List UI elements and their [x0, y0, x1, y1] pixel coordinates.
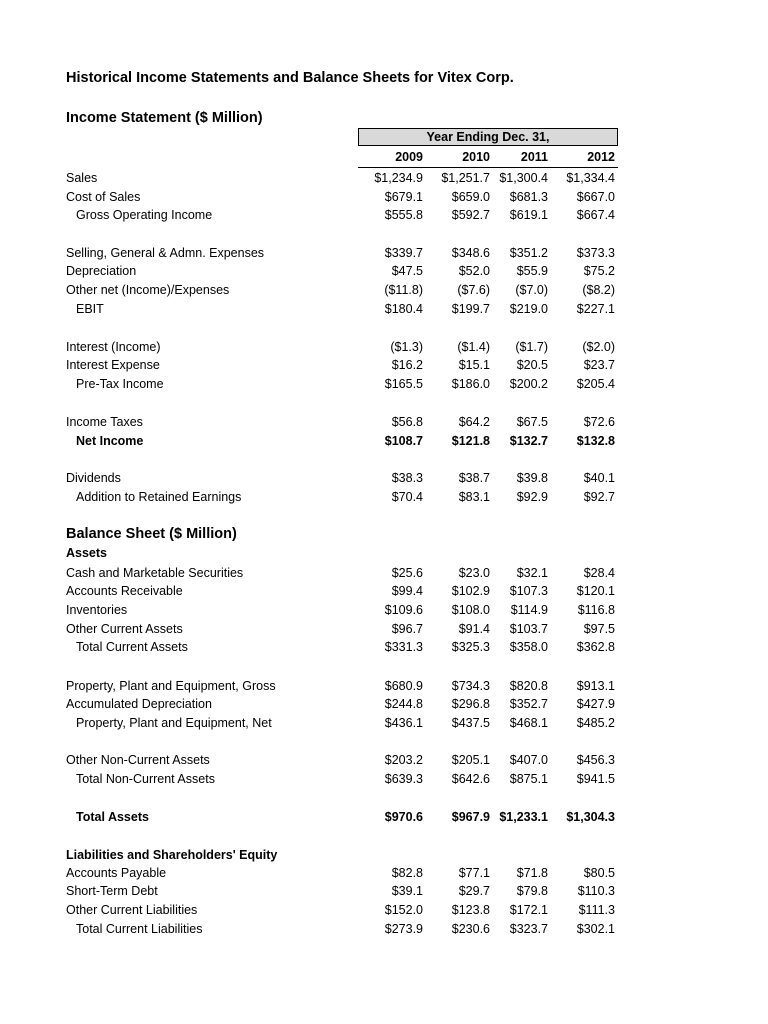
value-2010: $296.8: [451, 697, 490, 711]
value-2011: $681.3: [509, 190, 548, 204]
value-2012: $120.1: [576, 584, 615, 598]
value-2011: $114.9: [510, 603, 548, 617]
value-2011: $107.3: [509, 584, 548, 598]
value-2012: $667.0: [576, 190, 615, 204]
value-2012: $1,334.4: [566, 171, 615, 185]
is-row-ebit: [0, 302, 768, 318]
value-2010: $15.1: [458, 358, 490, 372]
value-2009: $680.9: [384, 679, 423, 693]
is-row-dividends: [0, 471, 768, 487]
value-2009: $56.8: [391, 415, 423, 429]
value-2012: $92.7: [583, 490, 615, 504]
value-2012: ($2.0): [582, 340, 615, 354]
value-2009: $25.6: [391, 566, 423, 580]
value-2011: $92.9: [516, 490, 548, 504]
bs-row-total-assets: [0, 810, 768, 826]
value-2010: $437.5: [451, 716, 490, 730]
row-label: EBIT: [76, 302, 104, 316]
row-label: Interest Expense: [66, 358, 160, 372]
value-2011: $200.2: [509, 377, 548, 391]
value-2012: $1,304.3: [566, 810, 615, 824]
row-label: Cost of Sales: [66, 190, 141, 204]
year-2011: 2011: [520, 150, 548, 164]
row-label: Sales: [66, 171, 98, 185]
row-label: Pre-Tax Income: [76, 377, 164, 391]
value-2012: $667.4: [576, 208, 615, 222]
value-2012: $205.4: [576, 377, 615, 391]
row-label: Income Taxes: [66, 415, 143, 429]
bs-row-total-non-current-assets: [0, 772, 768, 788]
is-row-other-net: [0, 283, 768, 299]
row-label: Other Non-Current Assets: [66, 753, 210, 767]
bs-row-ppe-gross: [0, 679, 768, 695]
value-2010: $23.0: [458, 566, 490, 580]
value-2010: $199.7: [451, 302, 490, 316]
income-statement-heading: Income Statement ($ Million): [66, 110, 263, 126]
is-row-sga: [0, 246, 768, 262]
bs-row-ppe-net: [0, 716, 768, 732]
value-2009: $165.5: [384, 377, 423, 391]
value-2011: $71.8: [516, 866, 548, 880]
value-2010: ($7.6): [457, 283, 490, 297]
value-2009: $639.3: [384, 772, 423, 786]
value-2011: ($1.7): [515, 340, 548, 354]
value-2012: $97.5: [583, 622, 615, 636]
value-2011: $219.0: [509, 302, 548, 316]
value-2009: $970.6: [384, 810, 423, 824]
value-2011: $351.2: [509, 246, 548, 260]
value-2011: ($7.0): [515, 283, 548, 297]
value-2012: $40.1: [583, 471, 615, 485]
bs-row-accounts-receivable: [0, 584, 768, 600]
value-2011: $468.1: [509, 716, 548, 730]
value-2009: $109.6: [384, 603, 423, 617]
value-2012: $456.3: [576, 753, 615, 767]
row-label: Dividends: [66, 471, 121, 485]
value-2011: $619.1: [509, 208, 548, 222]
value-2011: $55.9: [516, 264, 548, 278]
value-2010: $592.7: [451, 208, 490, 222]
value-2012: $111.3: [578, 903, 615, 917]
value-2010: $325.3: [451, 640, 490, 654]
row-label: Accumulated Depreciation: [66, 697, 212, 711]
value-2010: ($1.4): [457, 340, 490, 354]
year-2012: 2012: [587, 150, 615, 164]
value-2010: $29.7: [458, 884, 490, 898]
value-2010: $1,251.7: [441, 171, 490, 185]
year-2010: 2010: [462, 150, 490, 164]
value-2012: $362.8: [576, 640, 615, 654]
year-header-rule: [358, 167, 618, 168]
row-label: Other Current Liabilities: [66, 903, 198, 917]
value-2009: ($1.3): [390, 340, 423, 354]
value-2009: $96.7: [391, 622, 423, 636]
value-2009: $82.8: [391, 866, 423, 880]
value-2012: $485.2: [576, 716, 615, 730]
value-2012: $80.5: [583, 866, 615, 880]
value-2011: $103.7: [509, 622, 548, 636]
value-2011: $1,233.1: [499, 810, 548, 824]
value-2011: $39.8: [516, 471, 548, 485]
value-2011: $1,300.4: [499, 171, 548, 185]
is-row-cost-of-sales: [0, 190, 768, 206]
row-label: Accounts Payable: [66, 866, 167, 880]
value-2010: $123.8: [451, 903, 490, 917]
value-2009: $339.7: [384, 246, 423, 260]
value-2009: $180.4: [384, 302, 423, 316]
is-row-gross-operating-income: [0, 208, 768, 224]
value-2010: $230.6: [451, 922, 490, 936]
is-row-addition-retained-earnings: [0, 490, 768, 506]
value-2011: $67.5: [516, 415, 548, 429]
value-2012: $23.7: [583, 358, 615, 372]
value-2012: $72.6: [583, 415, 615, 429]
value-2011: $132.7: [509, 434, 548, 448]
value-2010: $205.1: [451, 753, 490, 767]
bs-row-cash: [0, 566, 768, 582]
value-2011: $323.7: [509, 922, 548, 936]
value-2010: $77.1: [458, 866, 490, 880]
value-2011: $79.8: [516, 884, 548, 898]
row-label: Cash and Marketable Securities: [66, 566, 244, 580]
value-2009: $47.5: [391, 264, 423, 278]
row-label: Other net (Income)/Expenses: [66, 283, 230, 297]
value-2009: ($11.8): [384, 283, 423, 297]
value-2010: $52.0: [458, 264, 490, 278]
value-2009: $331.3: [384, 640, 423, 654]
row-label: Addition to Retained Earnings: [76, 490, 242, 504]
is-row-income-taxes: [0, 415, 768, 431]
value-2010: $108.0: [451, 603, 490, 617]
value-2012: $116.8: [577, 603, 615, 617]
row-label: Total Current Liabilities: [76, 922, 203, 936]
value-2011: $20.5: [516, 358, 548, 372]
year-columns: [0, 150, 768, 166]
is-row-interest-expense: [0, 358, 768, 374]
value-2010: $102.9: [451, 584, 490, 598]
value-2012: $28.4: [583, 566, 615, 580]
value-2009: $152.0: [384, 903, 423, 917]
year-ending-header: Year Ending Dec. 31,: [358, 128, 618, 146]
is-row-net-income: [0, 434, 768, 450]
value-2011: $352.7: [509, 697, 548, 711]
value-2009: $436.1: [384, 716, 423, 730]
row-label: Total Current Assets: [76, 640, 188, 654]
is-row-depreciation: [0, 264, 768, 280]
value-2010: $967.9: [451, 810, 490, 824]
value-2010: $734.3: [451, 679, 490, 693]
row-label: Total Assets: [76, 810, 149, 824]
value-2010: $642.6: [451, 772, 490, 786]
is-row-interest-income: [0, 340, 768, 356]
value-2012: $427.9: [576, 697, 615, 711]
value-2009: $16.2: [391, 358, 423, 372]
row-label: Accounts Receivable: [66, 584, 183, 598]
value-2012: $913.1: [576, 679, 615, 693]
row-label: Short-Term Debt: [66, 884, 158, 898]
value-2010: $83.1: [458, 490, 490, 504]
value-2012: $75.2: [583, 264, 615, 278]
value-2012: $373.3: [576, 246, 615, 260]
value-2009: $1,234.9: [374, 171, 423, 185]
value-2011: $820.8: [509, 679, 548, 693]
bs-row-short-term-debt: [0, 884, 768, 900]
value-2012: $132.8: [576, 434, 615, 448]
value-2010: $186.0: [451, 377, 490, 391]
value-2011: $32.1: [516, 566, 548, 580]
year-2009: 2009: [395, 150, 423, 164]
value-2011: $875.1: [509, 772, 548, 786]
row-label: Depreciation: [66, 264, 137, 278]
row-label: Net Income: [76, 434, 144, 448]
value-2012: ($8.2): [582, 283, 615, 297]
value-2009: $273.9: [384, 922, 423, 936]
assets-heading: [0, 546, 768, 562]
value-2010: $348.6: [451, 246, 490, 260]
value-2009: $244.8: [384, 697, 423, 711]
is-row-sales: [0, 171, 768, 187]
page-title: Historical Income Statements and Balance Sheets for Vitex Corp.: [66, 70, 514, 86]
value-2011: $172.1: [509, 903, 548, 917]
value-2009: $38.3: [391, 471, 423, 485]
value-2012: $227.1: [576, 302, 615, 316]
balance-sheet-heading: Balance Sheet ($ Million): [66, 526, 237, 542]
row-label: Other Current Assets: [66, 622, 183, 636]
assets-heading-label: Assets: [66, 546, 107, 560]
value-2009: $99.4: [391, 584, 423, 598]
value-2010: $659.0: [451, 190, 490, 204]
row-label: Gross Operating Income: [76, 208, 213, 222]
row-label: Selling, General & Admn. Expenses: [66, 246, 265, 260]
value-2010: $38.7: [458, 471, 490, 485]
bs-row-other-non-current-assets: [0, 753, 768, 769]
value-2009: $555.8: [384, 208, 423, 222]
row-label: Total Non-Current Assets: [76, 772, 215, 786]
value-2009: $679.1: [384, 190, 423, 204]
value-2009: $39.1: [391, 884, 423, 898]
value-2009: $203.2: [384, 753, 423, 767]
bs-row-total-current-assets: [0, 640, 768, 656]
bs-row-accumulated-depreciation: [0, 697, 768, 713]
liabilities-heading-label: Liabilities and Shareholders' Equity: [66, 848, 278, 862]
row-label: Interest (Income): [66, 340, 161, 354]
row-label: Inventories: [66, 603, 128, 617]
value-2010: $64.2: [458, 415, 490, 429]
value-2009: $108.7: [384, 434, 423, 448]
bs-row-inventories: [0, 603, 768, 619]
value-2012: $302.1: [576, 922, 615, 936]
value-2011: $407.0: [509, 753, 548, 767]
row-label: Property, Plant and Equipment, Gross: [66, 679, 276, 693]
value-2012: $941.5: [576, 772, 615, 786]
value-2012: $110.3: [577, 884, 615, 898]
bs-row-other-current-liabilities: [0, 903, 768, 919]
value-2010: $91.4: [458, 622, 490, 636]
bs-row-accounts-payable: [0, 866, 768, 882]
value-2011: $358.0: [509, 640, 548, 654]
bs-row-total-current-liabilities: [0, 922, 768, 938]
value-2009: $70.4: [391, 490, 423, 504]
bs-row-other-current-assets: [0, 622, 768, 638]
liabilities-heading: [0, 848, 768, 864]
value-2010: $121.8: [451, 434, 490, 448]
is-row-pre-tax-income: [0, 377, 768, 393]
row-label: Property, Plant and Equipment, Net: [76, 716, 272, 730]
